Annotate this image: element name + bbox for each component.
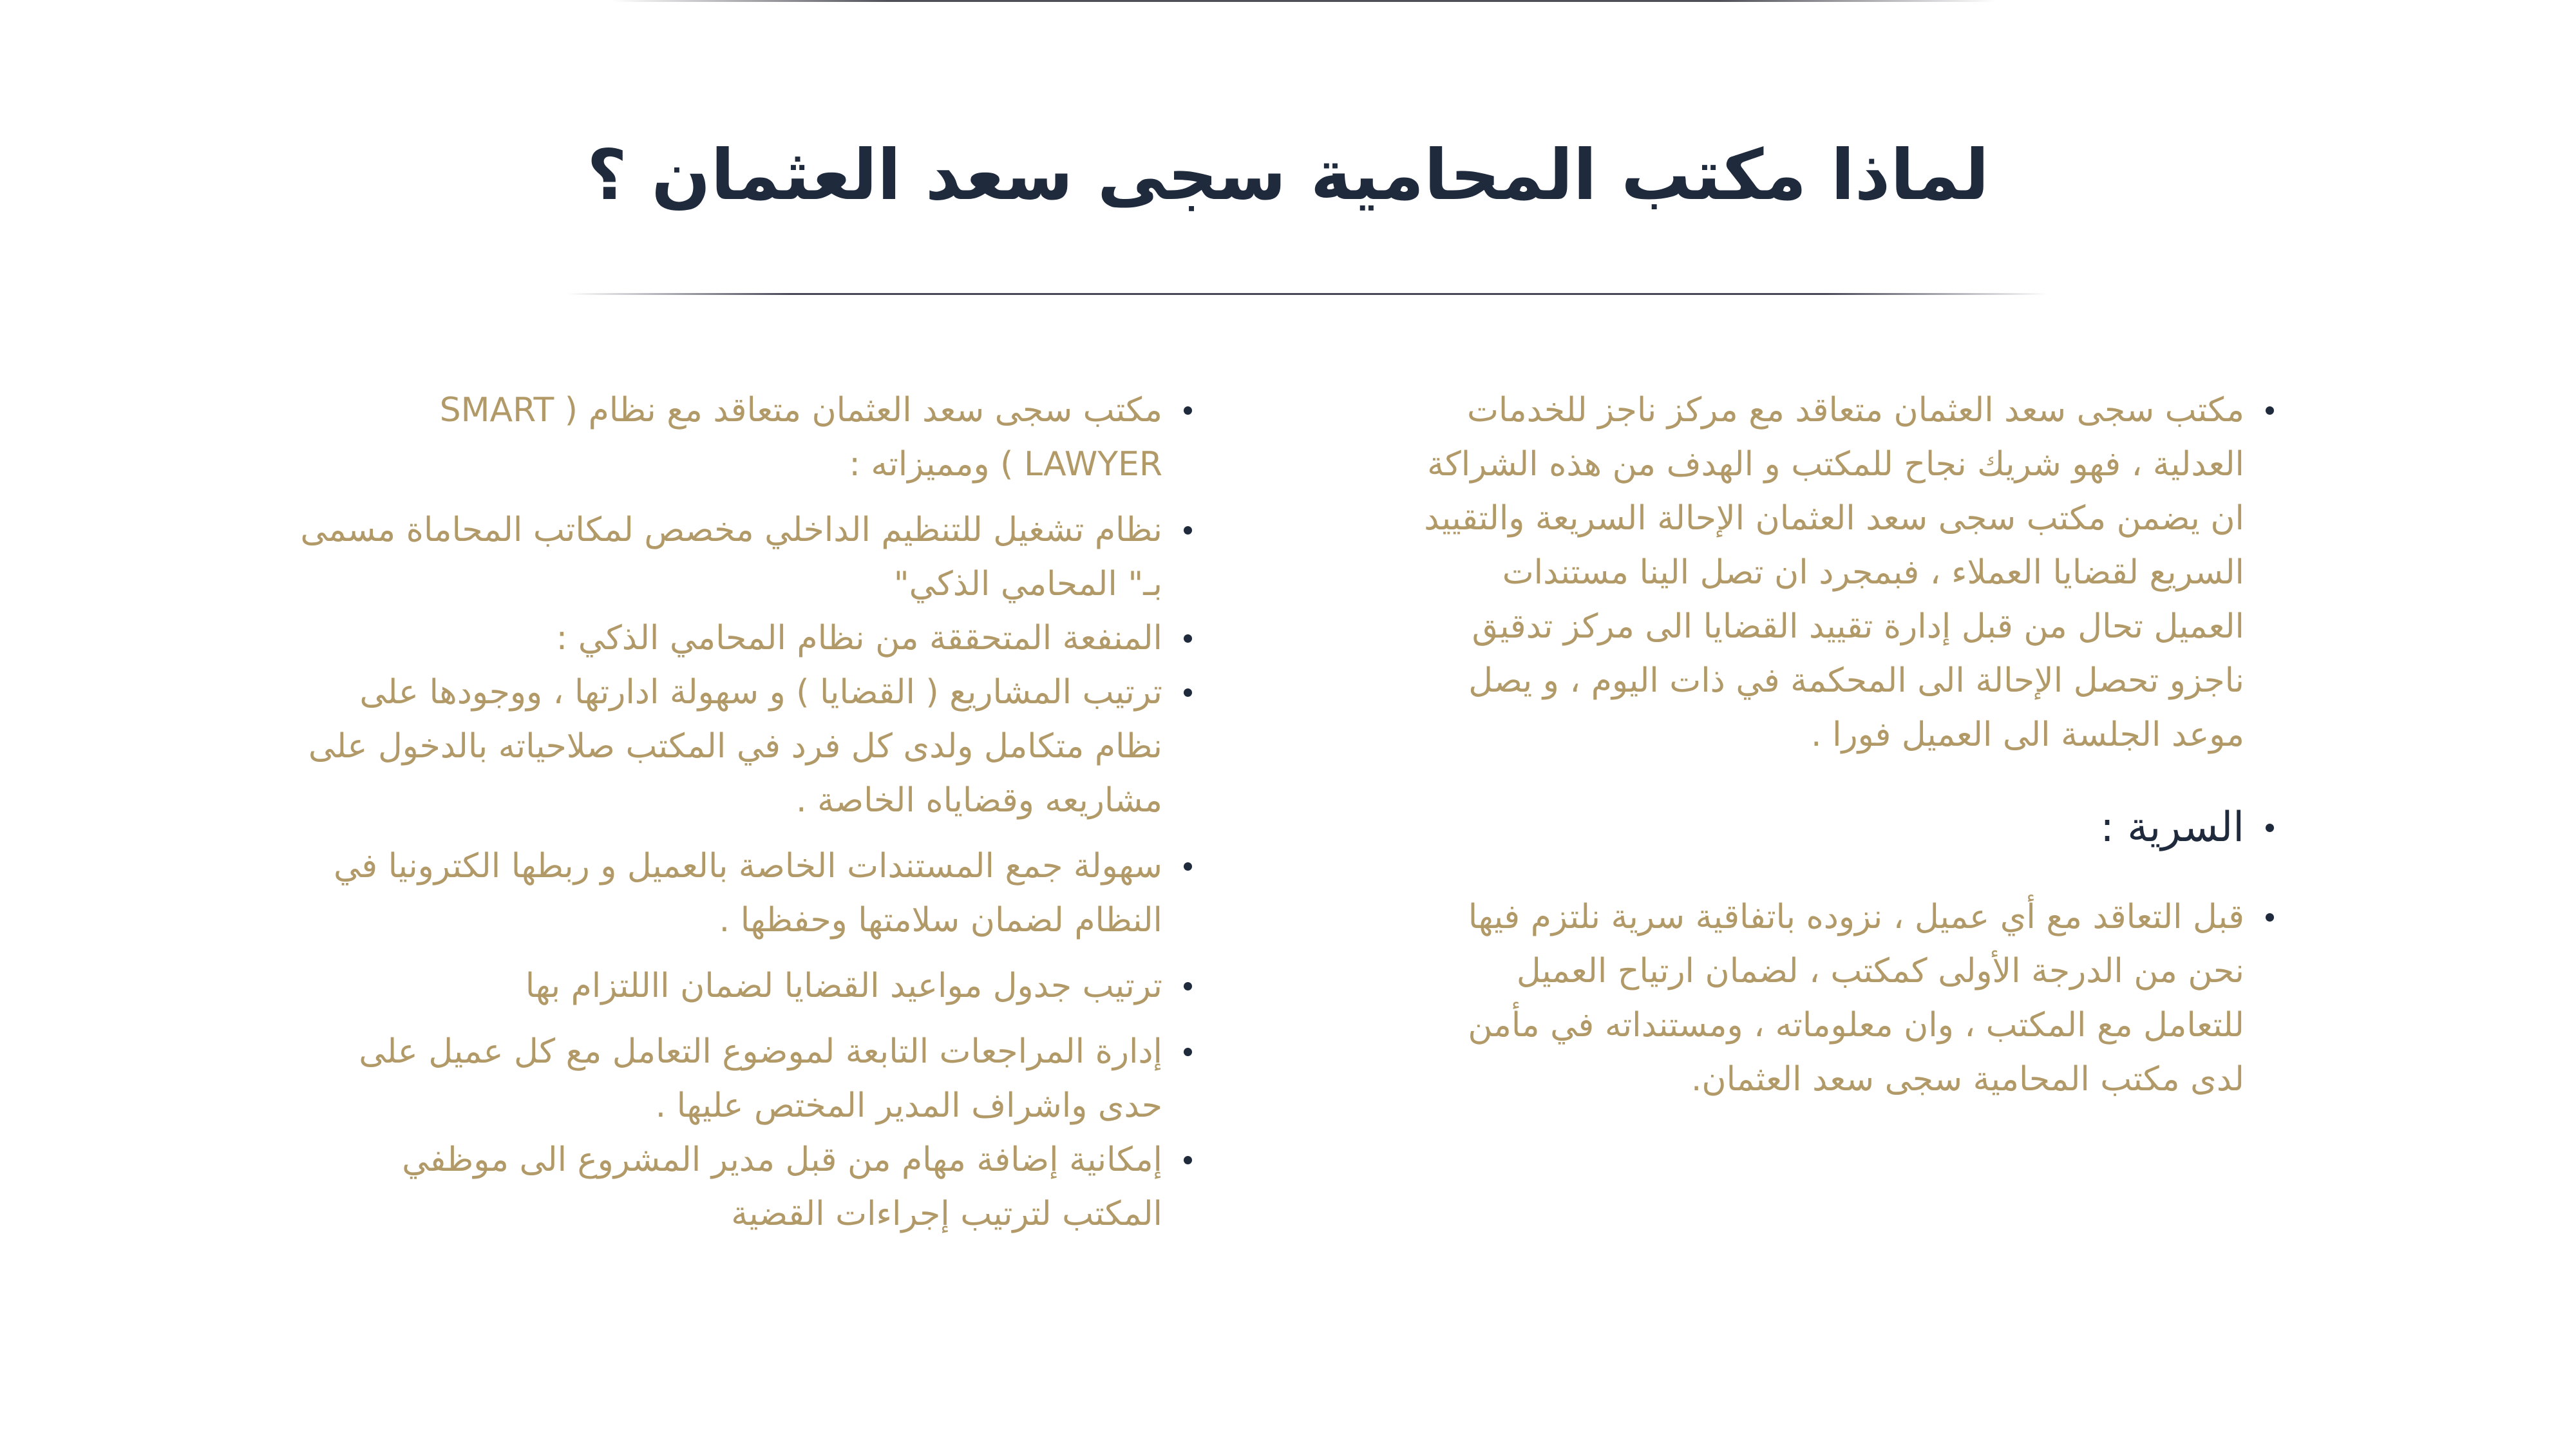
list-item: سهولة جمع المستندات الخاصة بالعميل و ربطها الكترونيا في النظام لضمان سلامتها وحفظها .: [296, 839, 1162, 947]
list-item: ترتيب جدول مواعيد القضايا لضمان االلتزام بها: [296, 959, 1162, 1013]
list-item: ترتيب المشاريع ( القضايا ) و سهولة ادارتها ، ووجودها على نظام متكامل ولدى كل فرد في المكتب صلاحياته بالدخول على مشاريعه وقضاياه الخاصة .: [296, 665, 1162, 828]
naji-partnership-item: مكتب سجى سعد العثمان متعاقد مع مركز ناجز للخدمات العدلية ، فهو شريك نجاح للمكتب و الهدف من هذه الشراكة ان يضمن مكتب سجى سعد العثمان الإحالة السريعة والتقييد السريع لقضايا العملاء ، فبمجرد ان تصل الينا مستندات العميل تحال من قبل إدارة تقييد القضايا الى مركز تدقيق ناجزو تحصل الإحالة الى المحكمة في ذات اليوم ، و يصل موعد الجلسة الى العميل فورا .: [1414, 383, 2244, 762]
list-item: إدارة المراجعات التابعة لموضوع التعامل مع كل عميل على حدى واشراف المدير المختص عليها .: [296, 1025, 1162, 1133]
right-column: [1414, 383, 2244, 1106]
confidentiality-item: قبل التعاقد مع أي عميل ، نزوده باتفاقية سرية نلتزم فيها نحن من الدرجة الأولى كمكتب ، لضمان ارتياح العميل للتعامل مع المكتب ، وان معلوماته ، ومستنداته في مأمن لدى مكتب المحامية سجى سعد العثمان.: [1414, 890, 2244, 1106]
top-divider: [612, 0, 1996, 2]
list-item: نظام تشغيل للتنظيم الداخلي مخصص لمكاتب المحاماة مسمى بـ" المحامي الذكي": [296, 503, 1162, 611]
smart-lawyer-list: [296, 383, 1162, 1241]
list-item: المنفعة المتحققة من نظام المحامي الذكي :: [296, 611, 1162, 665]
left-column: [296, 383, 1162, 1241]
list-item: إمكانية إضافة مهام من قبل مدير المشروع الى موظفي المكتب لترتيب إجراءات القضية: [296, 1133, 1162, 1241]
confidentiality-heading: السرية :: [1414, 800, 2244, 855]
right-list: [1414, 383, 2244, 1106]
title-divider: [567, 293, 2048, 295]
list-item: مكتب سجى سعد العثمان متعاقد مع نظام ( SMART LAWYER ) ومميزاته :: [296, 383, 1162, 491]
page-title: لماذا مكتب المحامية سجى سعد العثمان ؟: [587, 135, 1989, 216]
